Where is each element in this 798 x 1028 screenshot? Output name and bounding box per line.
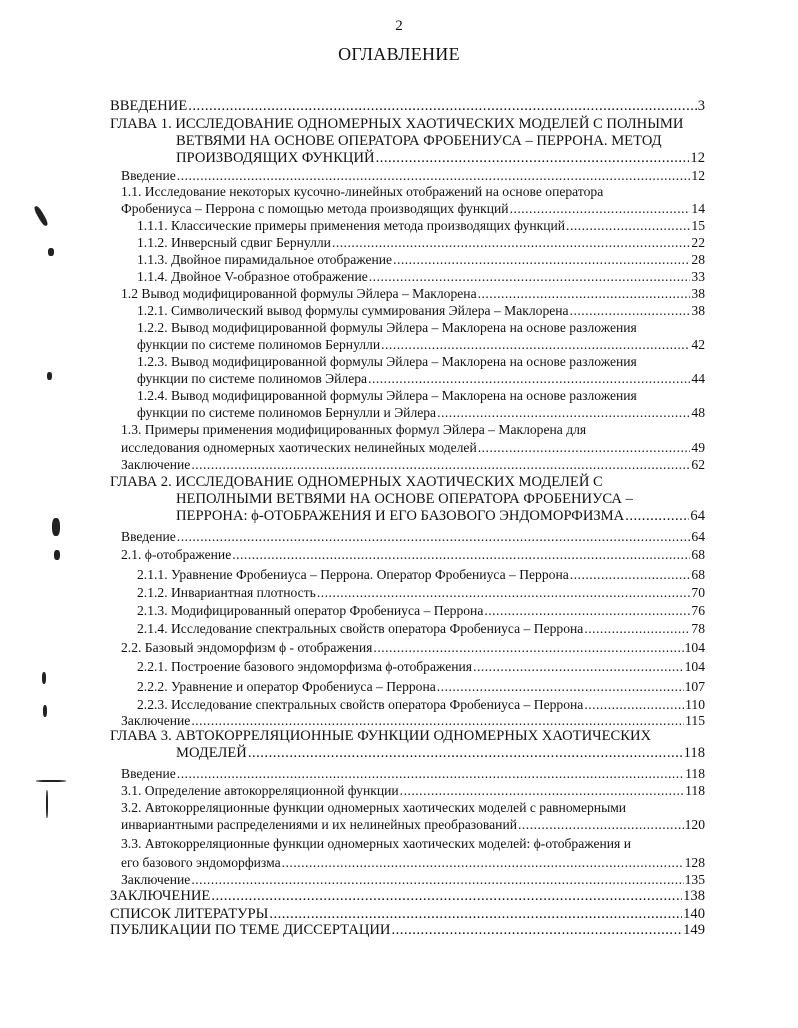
toc-entry-line: [137, 602, 705, 619]
toc-page-number: 76: [691, 603, 705, 618]
toc-entry-line: [137, 370, 705, 387]
toc-entry-line: [121, 546, 705, 563]
toc-page-number: 28: [691, 252, 705, 267]
dot-leader: [369, 268, 691, 285]
toc-page-number: 38: [691, 303, 705, 318]
toc-page-number: 44: [691, 371, 705, 386]
toc-entry-line: [110, 922, 705, 939]
toc-entry-line: [137, 696, 705, 713]
toc-entry-line: [121, 639, 705, 656]
toc-entry-text: ЗАКЛЮЧЕНИЕ: [110, 888, 211, 904]
toc-entry-line: [137, 658, 705, 675]
toc-entry-line: [176, 508, 705, 525]
dot-leader: [191, 456, 690, 473]
toc-page-number: 118: [683, 745, 705, 761]
toc-entry-line: [176, 133, 705, 150]
toc-entry-line: [121, 456, 705, 473]
toc-entry-text: ВЕТВЯМИ НА ОСНОВЕ ОПЕРАТОРА ФРОБЕНИУСА – ПЕРРОНА. МЕТОД: [176, 133, 662, 149]
toc-entry-text: 1.1. Исследование некоторых кусочно-линейных отображений на основе оператора: [121, 184, 604, 199]
scan-artifact: [54, 550, 60, 560]
dot-leader: [211, 888, 682, 905]
toc-entry-line: [137, 584, 705, 601]
dot-leader: [570, 566, 691, 583]
toc-entry-text: Заключение: [121, 457, 191, 472]
toc-entry-line: [121, 528, 705, 545]
toc-entry-text: 1.2 Вывод модифицированной формулы Эйлера – Маклорена: [121, 286, 477, 301]
scan-artifact: [47, 372, 52, 380]
toc-entry-line: [121, 712, 705, 729]
toc-entry-text: 3.3. Автокорреляционные функции одномерных хаотических моделей: ϕ-отображения и: [121, 836, 631, 851]
dot-leader: [188, 98, 696, 115]
toc-entry-text: Введение: [121, 168, 176, 183]
toc-page-number: 140: [683, 906, 705, 922]
toc-entry-line: [121, 183, 705, 200]
toc-entry-line: [121, 285, 705, 302]
dot-leader: [332, 234, 690, 251]
dot-leader: [510, 200, 691, 217]
toc-entry-line: [137, 678, 705, 695]
toc-entry-text: Заключение: [121, 713, 191, 728]
toc-entry-line: [137, 620, 705, 637]
dot-leader: [248, 745, 683, 762]
scan-artifact: [33, 205, 49, 227]
toc-page-number: 3: [697, 98, 705, 114]
dot-leader: [232, 546, 690, 563]
toc-page-number: 135: [684, 872, 705, 887]
toc-entry-text: 1.1.4. Двойное V-образное отображение: [137, 269, 368, 284]
dot-leader: [393, 251, 690, 268]
toc-entry-text: Фробениуса – Перрона с помощью метода производящих функций: [121, 201, 509, 216]
toc-page-number: 128: [684, 855, 705, 870]
scan-artifact: [52, 518, 60, 536]
dot-leader: [191, 712, 684, 729]
scan-artifact: [46, 790, 48, 818]
toc-entry-line: [137, 251, 705, 268]
toc-page-number: 115: [685, 713, 705, 728]
toc-entry-line: [137, 566, 705, 583]
toc-page-number: 68: [691, 547, 705, 562]
toc-entry-line: [137, 353, 705, 370]
toc-entry-text: 2.1.1. Уравнение Фробениуса – Перрона. Оператор Фробениуса – Перрона: [137, 567, 569, 582]
toc-entry-line: [137, 302, 705, 319]
toc-entry-line: [137, 404, 705, 421]
toc-entry-text: ГЛАВА 1. ИССЛЕДОВАНИЕ ОДНОМЕРНЫХ ХАОТИЧЕСКИХ МОДЕЛЕЙ С ПОЛНЫМИ: [110, 116, 684, 132]
toc-entry-text: инвариантными распределениями и их нелинейных преобразований: [121, 817, 517, 832]
toc-entry-text: ПЕРРОНА: ϕ-ОТОБРАЖЕНИЯ И ЕГО БАЗОВОГО ЭНДОМОРФИЗМА: [176, 508, 625, 524]
toc-entry-text: Введение: [121, 529, 176, 544]
toc-entry-line: [110, 906, 705, 923]
dot-leader: [437, 404, 690, 421]
toc-entry-text: ВВЕДЕНИЕ: [110, 98, 188, 114]
toc-entry-line: [137, 234, 705, 251]
toc-page-number: 38: [691, 286, 705, 301]
toc-entry-line: [121, 799, 705, 816]
toc-page-number: 12: [690, 150, 705, 166]
toc-page-number: 49: [691, 440, 705, 455]
toc-page-number: 64: [690, 508, 705, 524]
toc-page-number: 15: [691, 218, 705, 233]
toc-page-number: 120: [684, 817, 705, 832]
scan-artifact: [43, 705, 47, 717]
toc-entry-line: [121, 765, 705, 782]
toc-entry-line: [121, 854, 705, 871]
toc-entry-text: 1.1.1. Классические примеры применения метода производящих функций: [137, 218, 566, 233]
dot-leader: [400, 782, 684, 799]
toc-entry-line: [137, 387, 705, 404]
toc-entry-text: 2.1.3. Модифицированный оператор Фробениуса – Перрона: [137, 603, 484, 618]
dot-leader: [177, 528, 691, 545]
toc-page-number: 104: [684, 659, 705, 674]
dot-leader: [584, 696, 684, 713]
toc-entry-line: [137, 217, 705, 234]
dot-leader: [177, 167, 691, 184]
toc-entry-text: 3.1. Определение автокорреляционной функции: [121, 783, 399, 798]
toc-page-number: 118: [685, 766, 705, 781]
dot-leader: [269, 906, 682, 923]
toc-entry-line: [110, 474, 705, 491]
toc-entry-text: 1.2.2. Вывод модифицированной формулы Эйлера – Маклорена на основе разложения: [137, 320, 637, 335]
toc-entry-text: функции по системе полиномов Бернулли: [137, 337, 381, 352]
toc-entry-text: Заключение: [121, 872, 191, 887]
toc-page-number: 78: [691, 621, 705, 636]
toc-page-number: 107: [684, 679, 705, 694]
toc-entry-line: [121, 835, 705, 852]
toc-page-number: 70: [691, 585, 705, 600]
toc-page-number: 138: [683, 888, 705, 904]
toc-entry-line: [121, 816, 705, 833]
dot-leader: [473, 658, 684, 675]
toc-entry-line: [110, 116, 705, 133]
toc-entry-text: 2.2.1. Построение базового эндоморфизма ϕ-отображения: [137, 659, 473, 674]
toc-entry-text: ГЛАВА 2. ИССЛЕДОВАНИЕ ОДНОМЕРНЫХ ХАОТИЧЕСКИХ МОДЕЛЕЙ С: [110, 474, 603, 490]
toc-entry-line: [121, 200, 705, 217]
toc-entry-text: ПРОИЗВОДЯЩИХ ФУНКЦИЙ: [176, 150, 375, 166]
toc-entry-line: [176, 491, 705, 508]
dot-leader: [584, 620, 690, 637]
toc-entry-text: 2.2.3. Исследование спектральных свойств оператора Фробениуса – Перрона: [137, 697, 584, 712]
toc-page-number: 149: [683, 922, 705, 938]
toc-entry-text: СПИСОК ЛИТЕРАТУРЫ: [110, 906, 269, 922]
toc-entry-text: функции по системе полиномов Бернулли и Эйлера: [137, 405, 437, 420]
toc-entry-line: [121, 871, 705, 888]
toc-page-number: 64: [691, 529, 705, 544]
toc-entry-line: [176, 745, 705, 762]
dot-leader: [191, 871, 683, 888]
toc-entry-text: исследования одномерных хаотических нелинейных моделей: [121, 440, 477, 455]
toc-page-number: 12: [691, 168, 705, 183]
toc-page-number: 62: [691, 457, 705, 472]
toc-entry-text: 1.3. Примеры применения модифицированных формул Эйлера – Маклорена для: [121, 422, 587, 437]
toc-entry-text: 2.1. ϕ-отображение: [121, 547, 232, 562]
dot-leader: [566, 217, 690, 234]
toc-entry-text: МОДЕЛЕЙ: [176, 745, 247, 761]
toc-page-number: 118: [685, 783, 705, 798]
dot-leader: [317, 584, 691, 601]
dot-leader: [625, 508, 689, 525]
toc-entry-text: ПУБЛИКАЦИИ ПО ТЕМЕ ДИССЕРТАЦИИ: [110, 922, 391, 938]
dot-leader: [381, 336, 690, 353]
scan-artifact: [42, 672, 46, 684]
dot-leader: [282, 854, 684, 871]
toc-entry-text: функции по системе полиномов Эйлера: [137, 371, 368, 386]
toc-page-number: 42: [691, 337, 705, 352]
toc-entry-line: [110, 728, 705, 745]
toc-entry-text: 3.2. Автокорреляционные функции одномерных хаотических моделей с равномерными: [121, 800, 627, 815]
dot-leader: [484, 602, 690, 619]
toc-title: ОГЛАВЛЕНИЕ: [338, 44, 460, 64]
toc-entry-text: НЕПОЛНЫМИ ВЕТВЯМИ НА ОСНОВЕ ОПЕРАТОРА ФРОБЕНИУСА –: [176, 491, 633, 507]
toc-entry-line: [121, 167, 705, 184]
dot-leader: [177, 765, 684, 782]
toc-entry-text: 2.1.4. Исследование спектральных свойств оператора Фробениуса – Перрона: [137, 621, 584, 636]
toc-entry-text: 2.1.2. Инвариантная плотность: [137, 585, 316, 600]
toc-entry-line: [121, 421, 705, 438]
toc-entry-text: 2.2. Базовый эндоморфизм ϕ - отображения: [121, 640, 373, 655]
toc-entry-text: его базового эндоморфизма: [121, 855, 281, 870]
toc-entry-line: [137, 319, 705, 336]
toc-entry-text: 1.1.3. Двойное пирамидальное отображение: [137, 252, 393, 267]
dot-leader: [373, 639, 683, 656]
dot-leader: [368, 370, 690, 387]
toc-page-number: 33: [691, 269, 705, 284]
toc-entry-line: [110, 98, 705, 115]
toc-entry-text: 1.2.3. Вывод модифицированной формулы Эйлера – Маклорена на основе разложения: [137, 354, 637, 369]
toc-entry-text: 1.2.4. Вывод модифицированной формулы Эйлера – Маклорена на основе разложения: [137, 388, 637, 403]
dot-leader: [391, 922, 682, 939]
toc-entry-line: [110, 888, 705, 905]
toc-page-number: 14: [691, 201, 705, 216]
toc-entry-text: ГЛАВА 3. АВТОКОРРЕЛЯЦИОННЫЕ ФУНКЦИИ ОДНОМЕРНЫХ ХАОТИЧЕСКИХ: [110, 728, 652, 744]
toc-entry-line: [137, 268, 705, 285]
toc-entry-line: [137, 336, 705, 353]
toc-entry-text: Введение: [121, 766, 176, 781]
dot-leader: [570, 302, 691, 319]
toc-entry-line: [176, 150, 705, 167]
toc-entry-text: 2.2.2. Уравнение и оператор Фробениуса – Перрона: [137, 679, 436, 694]
toc-page-number: 22: [691, 235, 705, 250]
toc-entry-text: 1.2.1. Символический вывод формулы суммирования Эйлера – Маклорена: [137, 303, 569, 318]
toc-page-number: 48: [691, 405, 705, 420]
dot-leader: [437, 678, 684, 695]
toc-page-number: 104: [684, 640, 705, 655]
scan-artifact: [36, 780, 66, 782]
toc-page-number: 110: [685, 697, 705, 712]
page-number: 2: [395, 18, 403, 34]
toc-entry-text: 1.1.2. Инверсный сдвиг Бернулли: [137, 235, 331, 250]
dot-leader: [478, 285, 691, 302]
scan-artifact: [48, 248, 54, 256]
dot-leader: [376, 150, 690, 167]
toc-entry-line: [121, 782, 705, 799]
dot-leader: [478, 439, 691, 456]
dot-leader: [518, 816, 684, 833]
toc-page-number: 68: [691, 567, 705, 582]
toc-entry-line: [121, 439, 705, 456]
